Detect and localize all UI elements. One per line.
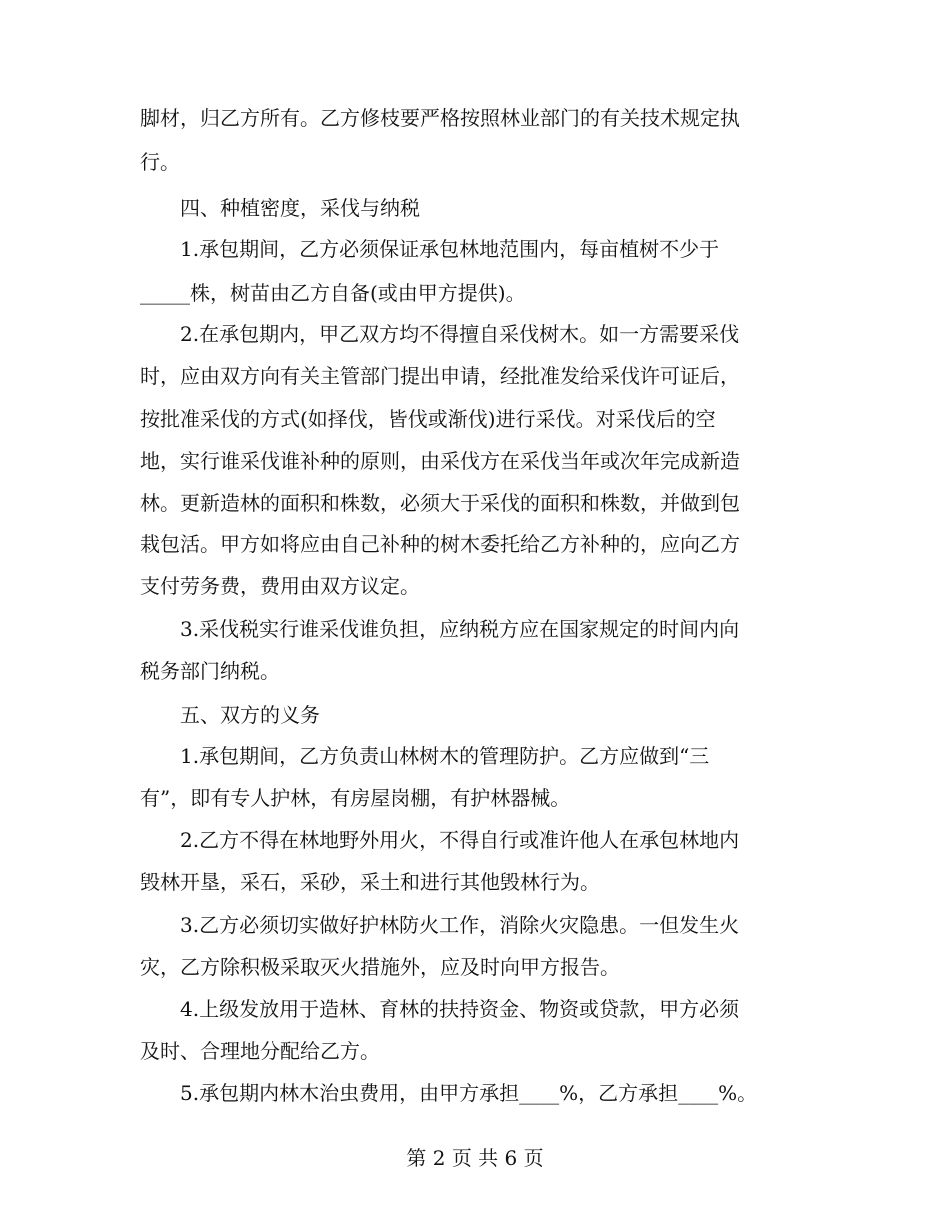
text-line: 脚材，归乙方所有。乙方修枝要严格按照林业部门的有关技术规定执 [140, 106, 740, 130]
text-line: 行。 [140, 150, 180, 174]
text-line: 1.承包期间，乙方负责山林树木的管理防护。乙方应做到“三 [140, 744, 710, 768]
text-line: 时，应由双方向有关主管部门提出申请，经批准发给采伐许可证后， [140, 364, 740, 388]
text-line: 灾，乙方除积极采取灭火措施外，应及时向甲方报告。 [140, 955, 620, 979]
text-line: 2.在承包期内，甲乙双方均不得擅自采伐树木。如一方需要采伐 [140, 322, 740, 346]
text-line: 3.采伐税实行谁采伐谁负担，应纳税方应在国家规定的时间内向 [140, 617, 740, 641]
text-line: 地，实行谁采伐谁补种的原则，由采伐方在采伐当年或次年完成新造 [140, 449, 740, 473]
text-line: 5.承包期内林木治虫费用，由甲方承担____%，乙方承担____%。 [140, 1081, 758, 1105]
text-line: 4.上级发放用于造林、育林的扶持资金、物资或贷款，甲方必须 [140, 997, 740, 1021]
section-heading: 四、种植密度，采伐与纳税 [140, 196, 420, 220]
text-line: 及时、合理地分配给乙方。 [140, 1039, 380, 1063]
text-line: 1.承包期间，乙方必须保证承包林地范围内，每亩植树不少于 [140, 237, 720, 261]
text-line: 有”，即有专人护林，有房屋岗棚，有护林器械。 [140, 786, 571, 810]
text-line: 毁林开垦，采石，采砂，采土和进行其他毁林行为。 [140, 870, 600, 894]
text-line: 按批准采伐的方式(如择伐，皆伐或渐伐)进行采伐。对采伐后的空 [140, 407, 716, 431]
text-line: 支付劳务费，费用由双方议定。 [140, 574, 420, 598]
text-line: 税务部门纳税。 [140, 659, 280, 683]
text-line: 林。更新造林的面积和株数，必须大于采伐的面积和株数，并做到包 [140, 491, 740, 515]
text-line: 2.乙方不得在林地野外用火，不得自行或准许他人在承包林地内 [140, 828, 740, 852]
text-line: _____株，树苗由乙方自备(或由甲方提供)。 [140, 281, 526, 305]
section-heading: 五、双方的义务 [140, 703, 320, 727]
text-line: 栽包活。甲方如将应由自己补种的树木委托给乙方补种的，应向乙方 [140, 532, 740, 556]
page-number-footer: 第 2 页 共 6 页 [406, 1146, 544, 1170]
text-line: 3.乙方必须切实做好护林防火工作，消除火灾隐患。一但发生火 [140, 913, 740, 937]
